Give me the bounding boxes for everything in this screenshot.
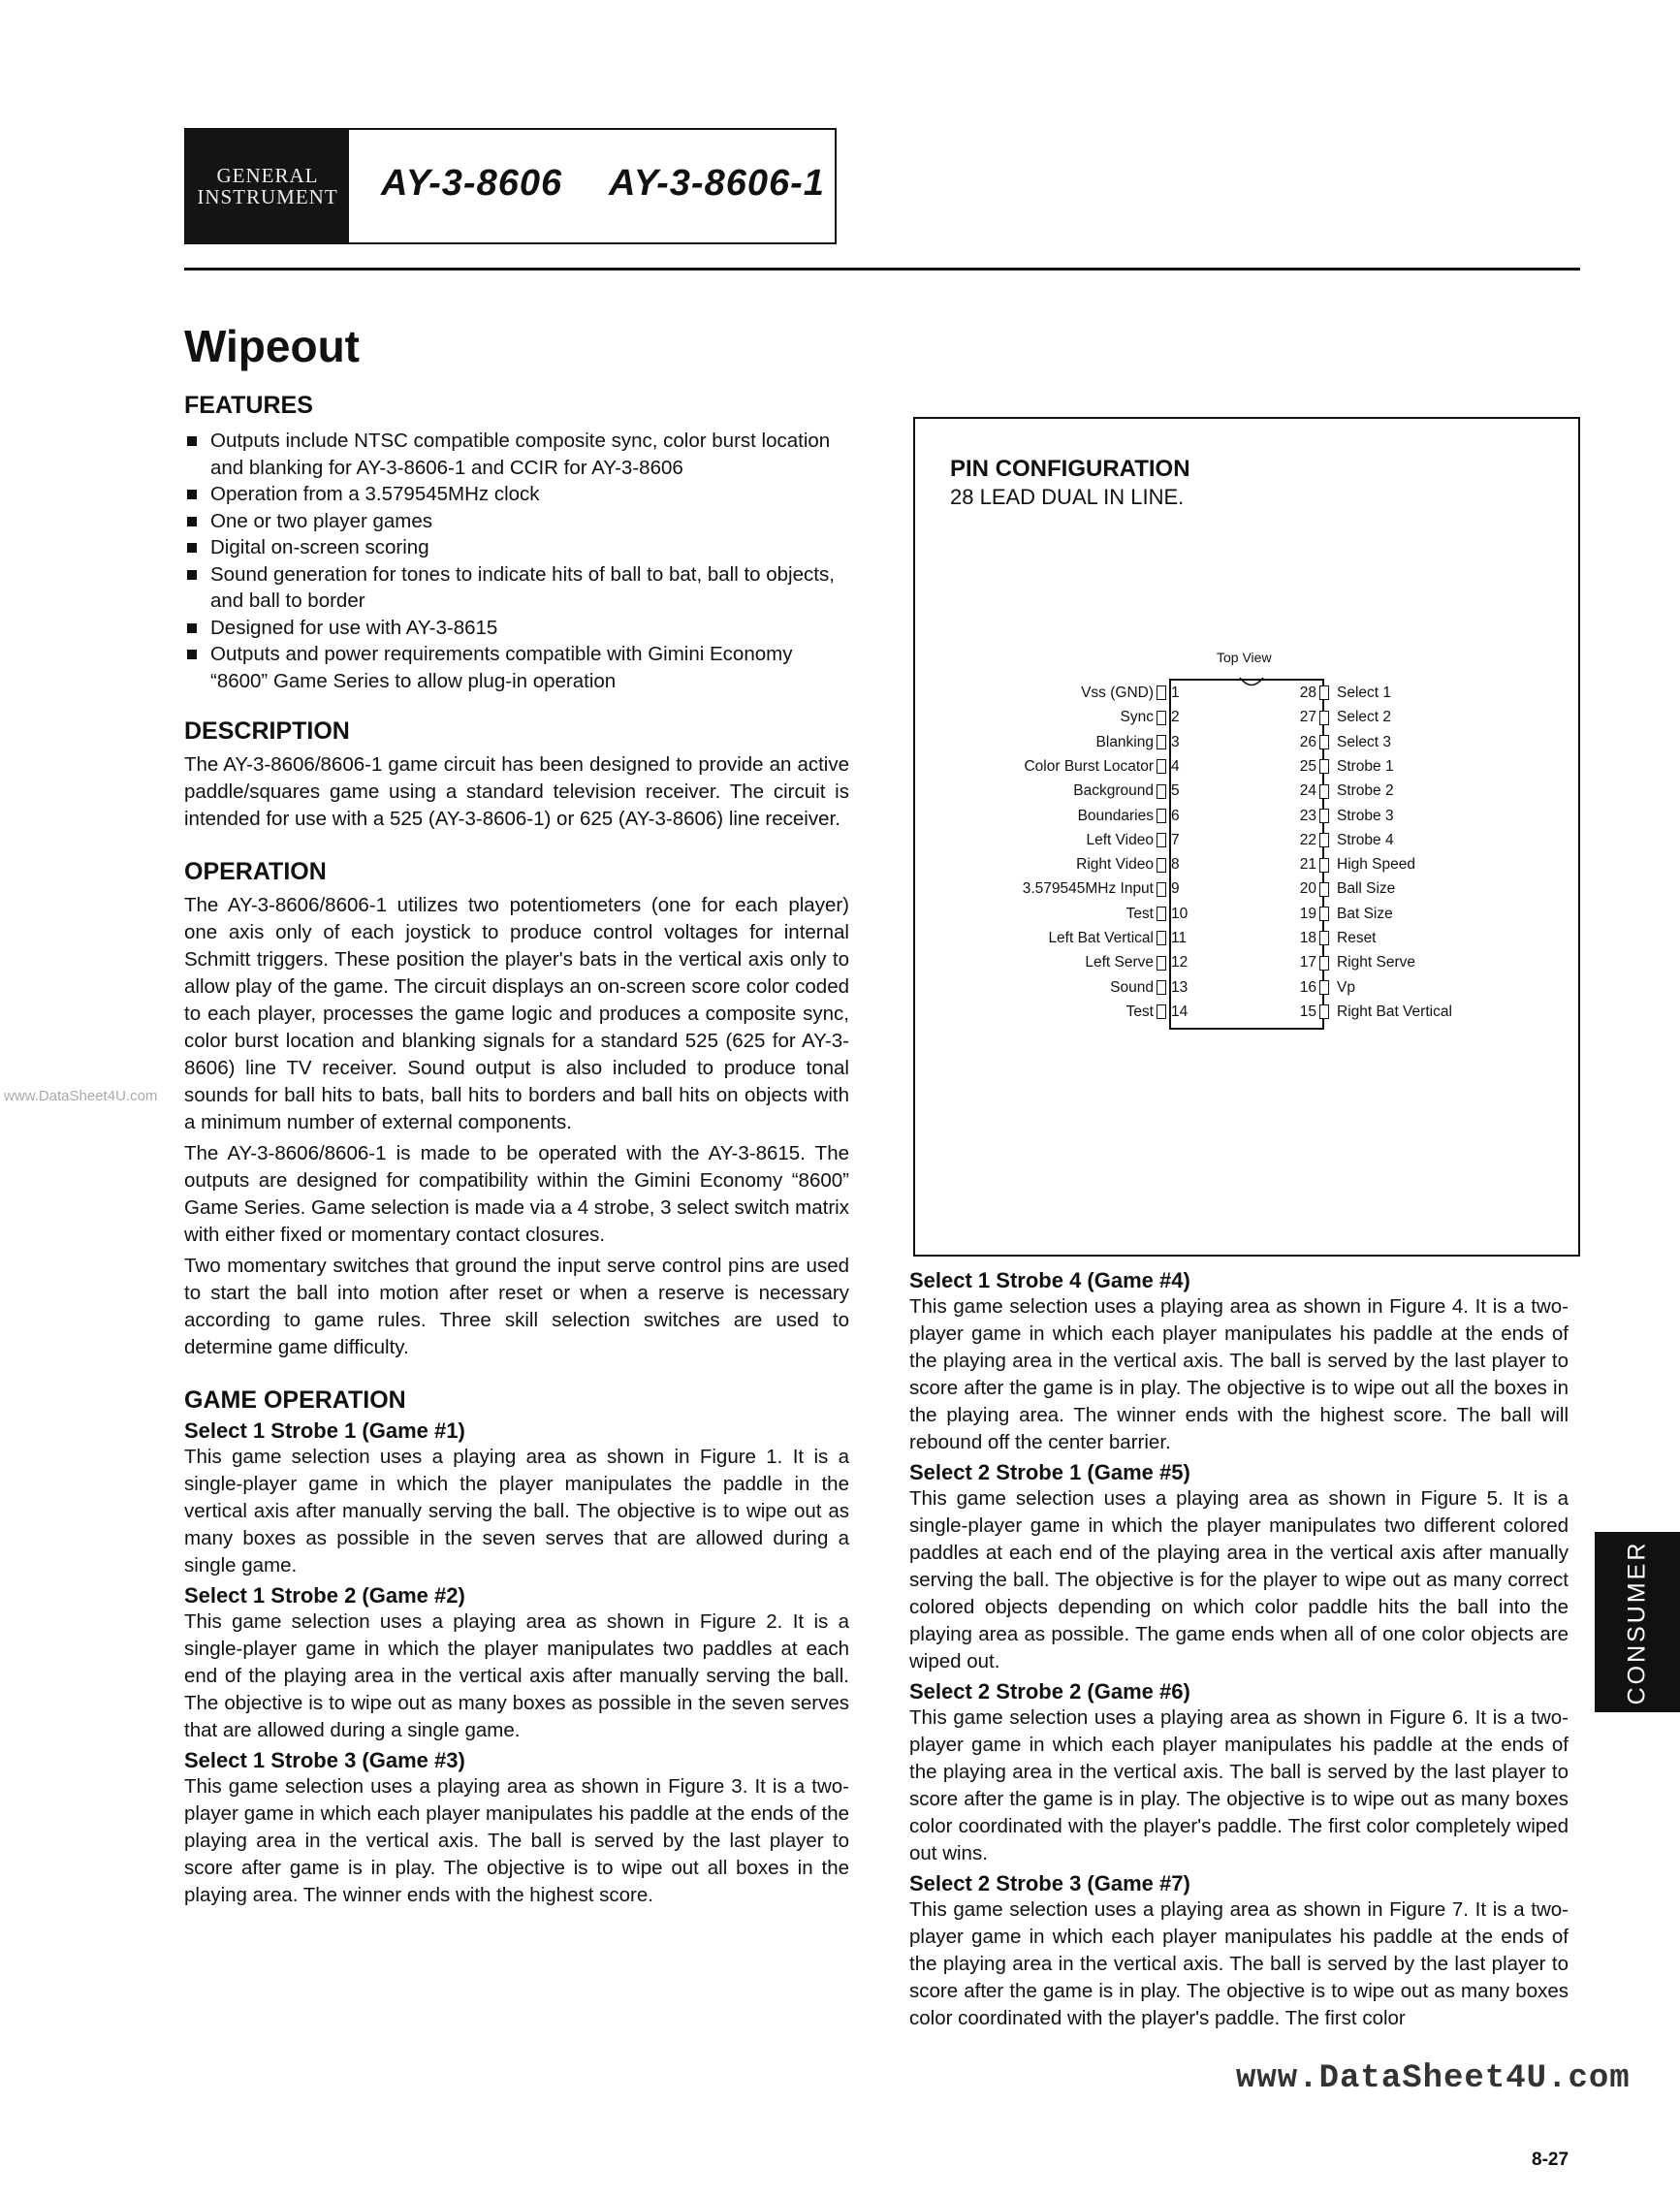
top-view-label: Top View — [1217, 650, 1272, 665]
game-title: Select 2 Strobe 3 (Game #7) — [909, 1871, 1190, 1895]
pin-name: Test — [1125, 905, 1154, 922]
pin-right-21 — [1289, 852, 1415, 876]
pin-name: Select 3 — [1337, 733, 1392, 750]
pin-number: 16 — [1299, 978, 1316, 996]
pin-left-2 — [960, 705, 1200, 729]
pin-name: Sound — [1110, 978, 1154, 996]
pin-number: 9 — [1171, 880, 1180, 898]
pin-box — [1319, 858, 1329, 873]
pin-number: 28 — [1299, 685, 1316, 701]
pin-name: Left Video — [1086, 831, 1154, 848]
operation-paragraph: The AY-3-8606/8606-1 is made to be operated with the AY-3-8615. The outputs are designed for compatibility within the Gimini Economy “8600” Game Series. Game selection is made via a 4 strobe, 3 select switch matrix with either fixed or momentary contact closures. — [184, 1142, 849, 1246]
pin-box — [1157, 735, 1166, 749]
pin-number: 20 — [1299, 880, 1316, 898]
game-description: This game selection uses a playing area as shown in Figure 7. It is a two-player game in which each player manipulates his paddle at the ends of the playing area in the vertical axis. The ball is served by the last player to score after the game is in play. The objective is to wipe out as many boxes color coordinated with the player's paddle. The first color — [909, 1898, 1569, 2029]
feature-item: Outputs and power requirements compatible with Gimini Economy “8600” Game Series to allow plug-in operation — [184, 641, 849, 694]
pin-name: Vp — [1337, 978, 1355, 996]
pin-name: Background — [1073, 782, 1154, 800]
pin-right-25 — [1289, 754, 1394, 779]
game-description: This game selection uses a playing area as shown in Figure 5. It is a single-player game in which the player manipulates two different colored paddles at each end of the playing area in the vertical axis after manually serving the ball. The objective is for the player to wipe out as many correct colored objects depending on which color paddle hits the ball into the playing area as possible. The game ends when all of one color objects are wiped out. — [909, 1487, 1569, 1672]
pin-number: 19 — [1299, 905, 1316, 922]
pin-box — [1319, 784, 1329, 799]
pin-left-13 — [960, 975, 1200, 1000]
pin-name: Right Bat Vertical — [1337, 1003, 1452, 1020]
pin-name: Test — [1125, 1003, 1154, 1020]
pin-box — [1157, 980, 1166, 995]
pin-number: 27 — [1299, 709, 1316, 726]
pin-number: 4 — [1171, 757, 1180, 775]
pin-name: Reset — [1337, 930, 1377, 946]
pin-number: 5 — [1171, 782, 1180, 800]
pin-box — [1157, 882, 1166, 897]
pin-box — [1157, 858, 1166, 873]
part-number-2: AY-3-8606-1 — [609, 163, 825, 204]
pin-configuration-title: PIN CONFIGURATION — [950, 456, 1190, 482]
game-description: This game selection uses a playing area as shown in Figure 4. It is a two-player game in which each player manipulates his paddle at the ends of the playing area in the vertical axis. The ball is served by the last player to score after the game is in play. The objective is to wipe out all the boxes in the playing area. The winner ends with the highest score. The ball will rebound off the center barrier. — [909, 1295, 1569, 1453]
features-heading: FEATURES — [184, 392, 313, 419]
pin-box — [1157, 833, 1166, 847]
feature-item: Sound generation for tones to indicate hits of ball to bat, ball to objects, and ball to border — [184, 561, 849, 615]
feature-item: One or two player games — [184, 508, 849, 535]
pin-right-24 — [1289, 779, 1394, 803]
feature-item: Operation from a 3.579545MHz clock — [184, 481, 849, 508]
pin-box — [1319, 711, 1329, 725]
pin-left-3 — [960, 730, 1200, 754]
pin-name: Left Bat Vertical — [1048, 930, 1154, 946]
pin-box — [1319, 907, 1329, 921]
pin-number: 12 — [1171, 954, 1189, 972]
pin-number: 18 — [1299, 930, 1316, 946]
pin-left-6 — [960, 804, 1200, 828]
pin-left-4 — [960, 754, 1200, 779]
pin-box — [1319, 735, 1329, 749]
pin-right-18 — [1289, 926, 1377, 950]
watermark-bottom: www.DataSheet4U.com — [1236, 2060, 1631, 2097]
pin-box — [1157, 931, 1166, 945]
pin-left-8 — [960, 852, 1200, 876]
chip-notch — [1239, 677, 1264, 690]
pin-box — [1319, 809, 1329, 823]
pin-box — [1157, 1004, 1166, 1019]
pin-number: 8 — [1171, 856, 1180, 874]
pin-box — [1319, 980, 1329, 995]
pin-right-28 — [1289, 681, 1391, 705]
pin-name: Strobe 3 — [1337, 807, 1394, 824]
pin-right-20 — [1289, 876, 1395, 901]
pin-number: 2 — [1171, 709, 1180, 726]
pin-number: 26 — [1299, 733, 1316, 750]
pin-box — [1157, 784, 1166, 799]
game-description: This game selection uses a playing area as shown in Figure 1. It is a single-player game in which the player manipulates the paddle in the vertical axis after manually serving the ball. The objective is to wipe out as many boxes as possible in the seven serves that are allowed during a single game. — [184, 1446, 849, 1577]
pin-name: High Speed — [1337, 856, 1416, 874]
pin-left-14 — [960, 1000, 1200, 1024]
page-number: 8-27 — [1532, 2150, 1569, 2170]
pin-name: Color Burst Locator — [1024, 757, 1154, 775]
pin-number: 24 — [1299, 782, 1316, 800]
pin-name: Strobe 1 — [1337, 757, 1394, 775]
pin-name: Right Serve — [1337, 954, 1415, 972]
pin-box — [1319, 685, 1329, 700]
pin-right-22 — [1289, 828, 1394, 852]
pin-right-16 — [1289, 975, 1355, 1000]
pin-box — [1319, 956, 1329, 971]
pin-number: 1 — [1171, 685, 1180, 701]
game-title: Select 1 Strobe 4 (Game #4) — [909, 1268, 1190, 1292]
game-operation-heading: GAME OPERATION — [184, 1386, 406, 1414]
game-title: Select 1 Strobe 1 (Game #1) — [184, 1418, 465, 1443]
game-description: This game selection uses a playing area as shown in Figure 3. It is a two-player game in which each player manipulates his paddle at the ends of the playing area in the vertical axis. The ball is served by the last player to score after game is in play. The objective is to wipe out all boxes in the playing area. The winner ends with the highest score. — [184, 1775, 849, 1906]
pin-box — [1319, 833, 1329, 847]
pin-number: 15 — [1299, 1003, 1316, 1020]
watermark-left: www.DataSheet4U.com — [4, 1088, 158, 1104]
pin-right-26 — [1289, 730, 1391, 754]
pin-right-27 — [1289, 705, 1391, 729]
pin-left-9 — [960, 876, 1200, 901]
operation-paragraph: Two momentary switches that ground the input serve control pins are used to start the ball into motion after reset or when a reserve is necessary according to game rules. Three skill selection switches are used to determine game difficulty. — [184, 1255, 849, 1358]
pin-number: 3 — [1171, 733, 1180, 750]
pin-box — [1157, 956, 1166, 971]
description-text: The AY-3-8606/8606-1 game circuit has been designed to provide an active paddle/squares game using a standard television receiver. The circuit is intended for use with a 525 (AY-3-8606-1) or 625 (AY-3-8606) line receiver. — [184, 753, 849, 830]
feature-item: Designed for use with AY-3-8615 — [184, 615, 849, 642]
pin-left-7 — [960, 828, 1200, 852]
pin-name: Select 1 — [1337, 685, 1392, 701]
logo-line-2: INSTRUMENT — [197, 185, 338, 208]
pin-box — [1157, 685, 1166, 700]
pin-name: Boundaries — [1077, 807, 1154, 824]
pin-name: Bat Size — [1337, 905, 1393, 922]
consumer-tab-label: CONSUMER — [1623, 1540, 1651, 1704]
pin-left-11 — [960, 926, 1200, 950]
pin-name: Select 2 — [1337, 709, 1392, 726]
feature-item: Digital on-screen scoring — [184, 534, 849, 561]
left-column — [184, 392, 849, 1909]
pin-number: 7 — [1171, 831, 1180, 848]
pin-number: 17 — [1299, 954, 1316, 972]
pin-number: 10 — [1171, 905, 1189, 922]
pin-left-5 — [960, 779, 1200, 803]
pin-left-1 — [960, 681, 1200, 705]
game-title: Select 2 Strobe 2 (Game #6) — [909, 1679, 1190, 1704]
pin-number: 11 — [1171, 930, 1188, 946]
pin-left-12 — [960, 950, 1200, 974]
game-title: Select 2 Strobe 1 (Game #5) — [909, 1460, 1190, 1484]
pin-number: 25 — [1299, 757, 1316, 775]
pin-box — [1157, 711, 1166, 725]
pin-number: 13 — [1171, 978, 1189, 996]
pin-left-10 — [960, 902, 1200, 926]
pin-number: 21 — [1299, 856, 1316, 874]
right-column — [909, 1268, 1569, 2032]
pin-box — [1157, 759, 1166, 774]
pin-name: Right Video — [1076, 856, 1154, 874]
description-heading: DESCRIPTION — [184, 717, 350, 745]
game-title: Select 1 Strobe 3 (Game #3) — [184, 1748, 465, 1772]
pin-name: Blanking — [1095, 733, 1154, 750]
pin-name: Strobe 2 — [1337, 782, 1394, 800]
operation-heading: OPERATION — [184, 858, 327, 885]
pin-number: 23 — [1299, 807, 1316, 824]
pin-name: 3.579545MHz Input — [1022, 880, 1154, 898]
pin-right-17 — [1289, 950, 1415, 974]
part-number-1: AY-3-8606 — [381, 163, 563, 204]
pin-name: Ball Size — [1337, 880, 1396, 898]
pin-box — [1319, 1004, 1329, 1019]
game-description: This game selection uses a playing area as shown in Figure 6. It is a two-player game in which each player manipulates his paddle at the ends of the playing area in the vertical axis. The ball is served by the last player to score after the game is in play. The objective is to wipe out as many boxes color coordinated with the player's paddle. The first color completely wiped out wins. — [909, 1706, 1569, 1864]
pin-number: 14 — [1171, 1003, 1189, 1020]
pin-configuration-subtitle: 28 LEAD DUAL IN LINE. — [950, 485, 1185, 509]
pin-right-19 — [1289, 902, 1393, 926]
company-logo — [186, 130, 349, 242]
pin-box — [1157, 907, 1166, 921]
game-description: This game selection uses a playing area as shown in Figure 2. It is a single-player game in which the player manipulates two paddles at each end of the playing area in the vertical axis after manually serving the ball. The objective is to wipe out as many boxes as possible in the seven serves that are allowed during a single game. — [184, 1610, 849, 1741]
consumer-side-tab — [1595, 1532, 1680, 1712]
pin-right-15 — [1289, 1000, 1452, 1024]
pin-right-23 — [1289, 804, 1394, 828]
page-title: Wipeout — [184, 321, 360, 371]
header-rule — [184, 268, 1580, 271]
game-title: Select 1 Strobe 2 (Game #2) — [184, 1583, 465, 1608]
operation-paragraph: The AY-3-8606/8606-1 utilizes two potentiometers (one for each player) one axis only of each joystick to produce control voltages for internal Schmitt triggers. These position the player's bats in the vertical axis only to allow play of the game. The circuit displays an on-screen score color coded to each player, processes the game logic and produces a composite sync, color burst location and blanking signals for a standard 525 (625 for AY-3-8606) line TV receiver. Sound output is also included to produce tonal sounds for ball hits to bats, ball hits to borders and ball hits on objects with a minimum number of external components. — [184, 894, 849, 1133]
logo-line-1: GENERAL — [216, 164, 319, 187]
pin-box — [1319, 882, 1329, 897]
pin-name: Left Serve — [1085, 954, 1154, 972]
pin-number: 22 — [1299, 831, 1316, 848]
feature-item: Outputs include NTSC compatible composite sync, color burst location and blanking for AY-3-8606-1 and CCIR for AY-3-8606 — [184, 428, 849, 481]
features-list — [184, 428, 849, 694]
pin-box — [1157, 809, 1166, 823]
pin-box — [1319, 931, 1329, 945]
pin-name: Vss (GND) — [1081, 685, 1154, 701]
pin-number: 6 — [1171, 807, 1180, 824]
pin-name: Sync — [1120, 709, 1154, 726]
pin-box — [1319, 759, 1329, 774]
pin-name: Strobe 4 — [1337, 831, 1394, 848]
